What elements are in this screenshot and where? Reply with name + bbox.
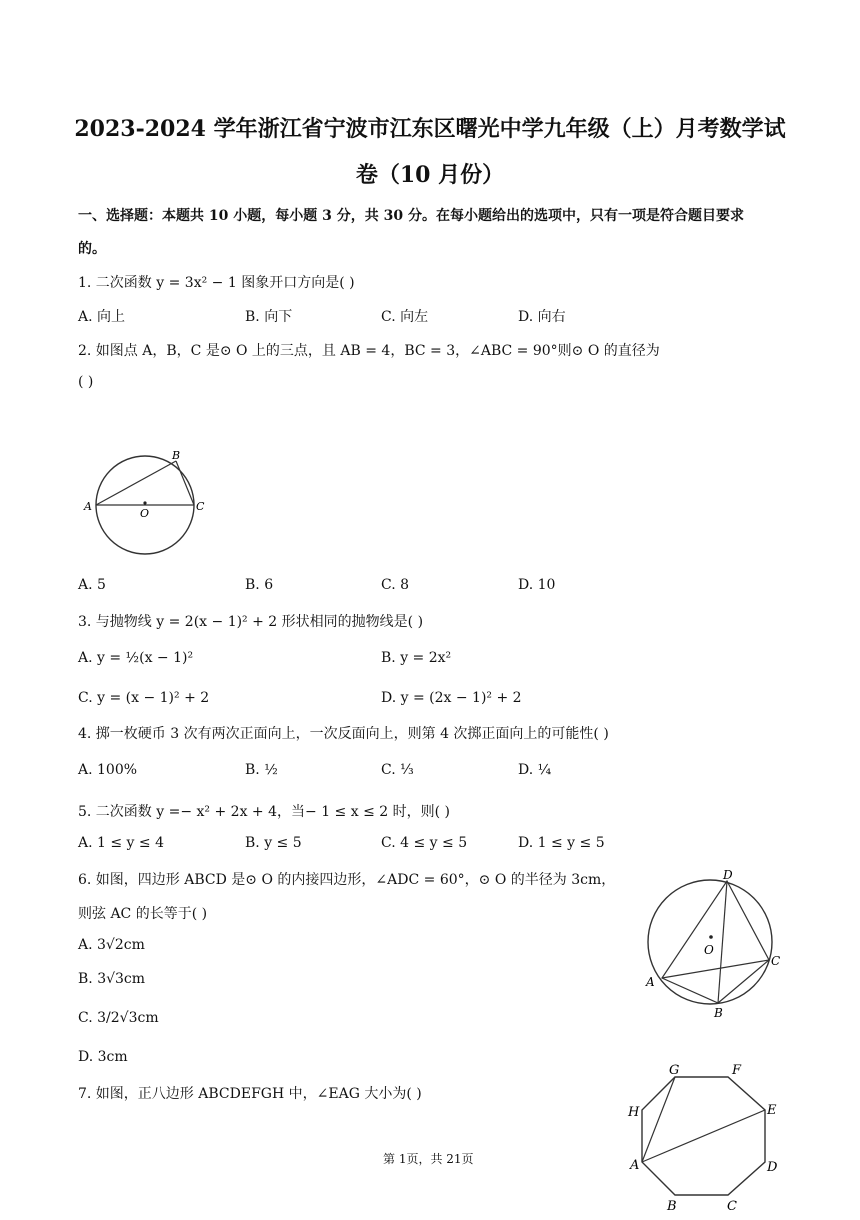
label-o: O bbox=[704, 943, 714, 957]
document-title-line1: 2023-2024 学年浙江省宁波市江东区曙光中学九年级（上）月考数学试 bbox=[74, 116, 786, 142]
chord-bc bbox=[176, 461, 194, 505]
question-6-stem: 6. 如图，四边形 ABCD 是⊙ O 的内接四边形，∠ADC = 60°，⊙ O 的半径为 3cm， bbox=[78, 872, 616, 888]
label-f: F bbox=[732, 1063, 742, 1078]
label-a: A bbox=[630, 1158, 640, 1173]
document-title-line2: 卷（10 月份） bbox=[355, 162, 505, 188]
label-a: A bbox=[646, 975, 655, 989]
label-b: B bbox=[714, 1006, 723, 1020]
label-h: H bbox=[628, 1105, 640, 1120]
question-2-option-d: D. 10 bbox=[518, 577, 556, 593]
label-c: C bbox=[771, 954, 781, 968]
question-6-option-a: A. 3√2cm bbox=[78, 937, 145, 953]
question-5-option-a: A. 1 ≤ y ≤ 4 bbox=[78, 835, 164, 851]
question-2-option-b: B. 6 bbox=[245, 577, 274, 593]
label-c: C bbox=[196, 500, 205, 513]
question-4-option-d: D. ¼ bbox=[518, 762, 552, 778]
chord-db bbox=[718, 881, 727, 1003]
question-3-option-a: A. y = ½(x − 1)² bbox=[78, 650, 194, 666]
question-1-option-a: A. 向上 bbox=[78, 309, 126, 325]
question-1-option-b: B. 向下 bbox=[245, 309, 293, 325]
quadrilateral-abcd bbox=[662, 881, 769, 1003]
section-header-line1: 一、选择题：本题共 10 小题，每小题 3 分，共 30 分。在每小题给出的选项中，只有一项是符合题目要求 bbox=[78, 208, 744, 224]
section-header-line2: 的。 bbox=[78, 241, 106, 257]
center-dot bbox=[143, 501, 146, 504]
label-d: D bbox=[767, 1160, 778, 1175]
question-1-option-c: C. 向左 bbox=[381, 309, 429, 325]
question-2-option-c: C. 8 bbox=[381, 577, 410, 593]
question-2-stem: 2. 如图点 A，B，C 是⊙ O 上的三点，且 AB = 4，BC = 3，∠ABC = 90°则⊙ O 的直径为 bbox=[78, 343, 660, 359]
question-2-option-a: A. 5 bbox=[78, 577, 106, 593]
question-1-option-d: D. 向右 bbox=[518, 309, 566, 325]
question-3-stem: 3. 与抛物线 y = 2(x − 1)² + 2 形状相同的抛物线是( ) bbox=[78, 614, 424, 630]
question-5-stem: 5. 二次函数 y =− x² + 2x + 4，当− 1 ≤ x ≤ 2 时，则( ) bbox=[78, 804, 450, 820]
label-g: G bbox=[669, 1063, 680, 1078]
question-6-option-b: B. 3√3cm bbox=[78, 971, 146, 987]
question-4-option-c: C. ⅓ bbox=[381, 762, 414, 778]
question-7-stem: 7. 如图，正八边形 ABCDEFGH 中，∠EAG 大小为( ) bbox=[78, 1086, 422, 1102]
label-b: B bbox=[172, 449, 181, 462]
label-d: D bbox=[723, 868, 733, 882]
question-5-option-c: C. 4 ≤ y ≤ 5 bbox=[381, 835, 468, 851]
segment-ag bbox=[642, 1077, 675, 1162]
segment-ae bbox=[642, 1110, 765, 1162]
question-2-stem-bracket: ( ) bbox=[78, 374, 94, 390]
label-a: A bbox=[84, 500, 92, 513]
question-4-option-a: A. 100% bbox=[78, 762, 138, 778]
chord-ac bbox=[662, 960, 769, 978]
question-6-figure bbox=[640, 865, 790, 1025]
question-4-option-b: B. ½ bbox=[245, 762, 278, 778]
question-1-stem: 1. 二次函数 y = 3x² − 1 图象开口方向是( ) bbox=[78, 275, 355, 291]
question-2-figure bbox=[80, 445, 210, 560]
circle-o bbox=[648, 880, 772, 1004]
label-b: B bbox=[667, 1199, 677, 1214]
center-dot bbox=[709, 935, 713, 939]
page-footer: 第 1页，共 21页 bbox=[383, 1152, 474, 1166]
label-c: C bbox=[727, 1199, 737, 1214]
question-6-option-c: C. 3/2√3cm bbox=[78, 1010, 159, 1026]
question-6-option-d: D. 3cm bbox=[78, 1049, 128, 1065]
chord-ab bbox=[96, 461, 176, 505]
question-5-option-d: D. 1 ≤ y ≤ 5 bbox=[518, 835, 605, 851]
question-6-stem-line2: 则弦 AC 的长等于( ) bbox=[78, 906, 208, 922]
question-5-option-b: B. y ≤ 5 bbox=[245, 835, 302, 851]
label-o: O bbox=[140, 507, 150, 520]
question-3-option-b: B. y = 2x² bbox=[381, 650, 452, 666]
question-7-figure bbox=[625, 1058, 785, 1216]
label-e: E bbox=[767, 1103, 777, 1118]
question-4-stem: 4. 掷一枚硬币 3 次有两次正面向上，一次反面向上，则第 4 次掷正面向上的可能性( ) bbox=[78, 726, 609, 742]
question-3-option-d: D. y = (2x − 1)² + 2 bbox=[381, 690, 522, 706]
question-3-option-c: C. y = (x − 1)² + 2 bbox=[78, 690, 210, 706]
